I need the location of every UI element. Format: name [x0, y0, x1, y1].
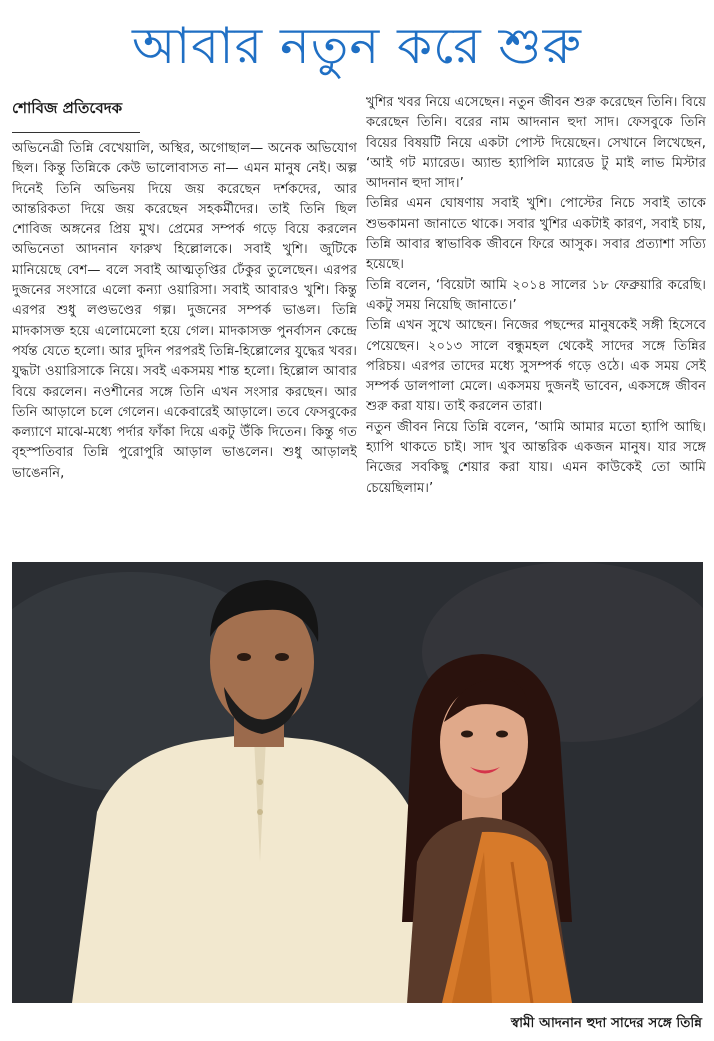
- photo-caption: স্বামী আদনান হুদা সাদের সঙ্গে তিন্নি: [510, 1015, 702, 1031]
- headline: আবার নতুন করে শুরু: [131, 17, 583, 75]
- byline-rule: [12, 132, 140, 133]
- paragraph: তিন্নির এমন ঘোষণায় সবাই খুশি। পোস্টের নিচে সবাই তাকে শুভকামনা জানাতে থাকে। সবার খুশির একটাই কারণ, সবাই চায়, তিন্নি আবার স্বাভাবিক জীবনে ফিরে আসুক। সবার প্রত্যাশা সত্যি হয়েছে।: [366, 196, 706, 273]
- article-column-left: [12, 139, 357, 545]
- paragraph: তিন্নি এখন সুখে আছেন। নিজের পছন্দের মানুষকেই সঙ্গী হিসেবে পেয়েছেন। ২০১৩ সালে বন্ধুমহল থেকেই সাদের সঙ্গে তিন্নির পরিচয়। এরপর তাদের মধ্যে সুসম্পর্ক গড়ে ওঠে। এক সময় সেই সম্পর্ক ডালপালা মেলে। একসময় দুজনই ভাবেন, একসঙ্গে জীবন শুরু করা যায়। তাই করলেন তারা।: [366, 318, 706, 415]
- paragraph: অভিনেত্রী তিন্নি বেখেয়ালি, অস্থির, অগোছাল— অনেক অভিযোগ ছিল। কিন্তু তিন্নিকে কেউ ভালোবাসত না— এমন মানুষ নেই। অল্প দিনেই তিনি অভিনয় দিয়ে জয় করেছেন দর্শকদের, আর আন্তরিকতা দিয়ে জয় করেছেন সহকর্মীদের। তাই তিনি ছিল শোবিজ অঙ্গনের প্রিয় মুখ। প্রেমের সম্পর্ক গড়ে বিয়ে করলেন অভিনেতা আদনান ফারুখ হিল্লোলকে। সবাই খুশি। জুটিকে মানিয়েছে বেশ— বলে সবাই আত্মতৃপ্তির ঢেঁকুর তুলেছেন। এরপর দুজনের সংসারে এলো কন্যা ওয়ারিসা। সবাই আবারও খুশি। কিন্তু এরপর শুধু লণ্ডভণ্ডের গল্প। দুজনের সম্পর্ক ভাঙল। তিন্নি মাদকাসক্ত হয়ে এলোমেলো হয়ে গেল। মাদকাসক্ত পুনর্বাসন কেন্দ্রে পর্যন্ত যেতে হলো। আর দুদিন পরপরই তিন্নি-হিল্লোলের যুদ্ধের খবর। যুদ্ধটা ওয়ারিসাকে নিয়ে। সবই একসময় শান্ত হলো। হিল্লোল আবার বিয়ে করলেন। নওশীনের সঙ্গে তিনি এখন সংসার করছেন। আর তিনি আড়ালে চলে গেলেন। একেবারেই আড়ালে। তবে ফেসবুকের কল্যাণে মাঝে-মধ্যে পর্দার ফাঁকা দিয়ে একটু উঁকি দিতেন। কিন্তু গত বৃহস্পতিবার তিন্নি পুরোপুরি আড়াল ভাঙলেন। শুধু আড়ালই ভাঙেননি,: [12, 141, 357, 481]
- paragraph: তিন্নি বলেন, ‘বিয়েটা আমি ২০১৪ সালের ১৮ ফেব্রুয়ারি করেছি। একটু সময় নিয়েছি জানাতে।’: [366, 277, 706, 313]
- article-column-right: [366, 93, 706, 545]
- paragraph: নতুন জীবন নিয়ে তিন্নি বলেন, ‘আমি আমার মতো হ্যাপি আছি। হ্যাপি থাকতে চাই। সাদ খুব আন্তরিক একজন মানুষ। যার সঙ্গে নিজের সবকিছু শেয়ার করা যায়। এমন কাউকেই তো আমি চেয়েছিলাম।’: [366, 419, 706, 496]
- byline: শোবিজ প্রতিবেদক: [12, 99, 123, 117]
- couple-photo: [12, 562, 703, 1003]
- paragraph: খুশির খবর নিয়ে এসেছেন। নতুন জীবন শুরু করেছেন তিনি। বিয়ে করেছেন তিনি। বরের নাম আদনান হুদা সাদ। ফেসবুকে তিনি বিয়ের বিষয়টি নিয়ে একটা পোস্ট দিয়েছেন। সেখানে লিখেছেন, ‘আই গট ম্যারেড। অ্যান্ড হ্যাপিলি ম্যারেড টু মাই লাভ মিস্টার আদনান হুদা সাদ।’: [366, 95, 706, 192]
